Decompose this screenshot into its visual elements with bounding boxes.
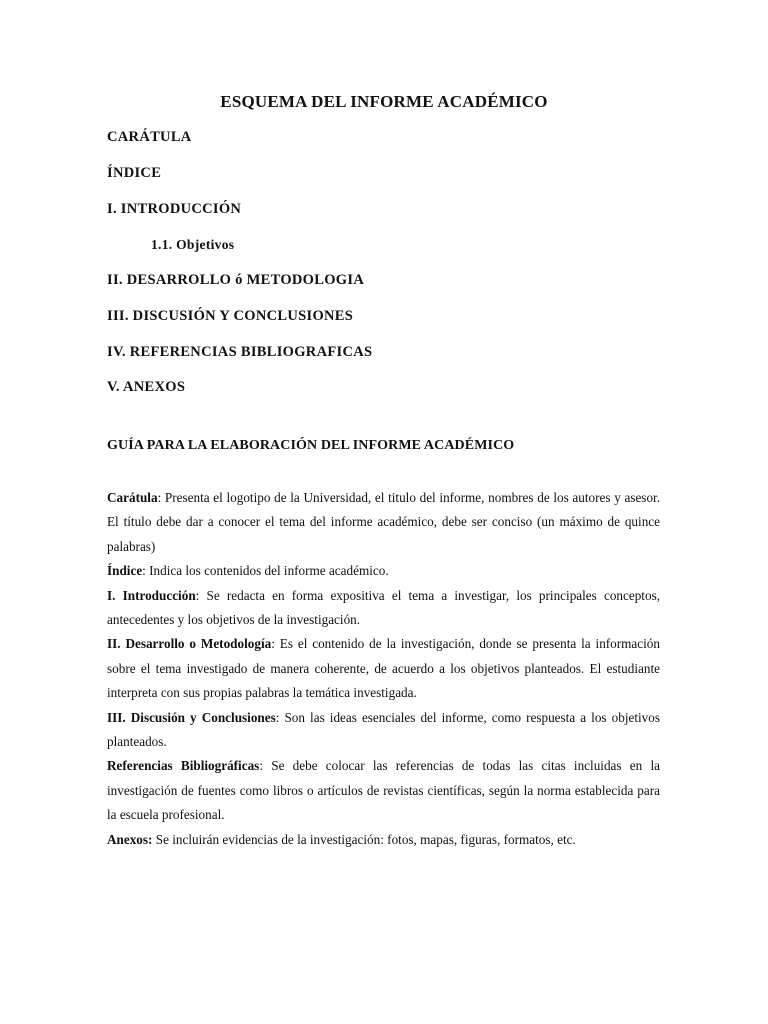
guide-separator: : <box>259 758 272 774</box>
guide-term: Anexos: <box>107 831 153 847</box>
guide-separator: : <box>142 563 150 579</box>
guide-paragraph-introduccion <box>107 584 660 633</box>
outline-item-desarrollo: II. DESARROLLO ó METODOLOGIA <box>107 272 365 288</box>
document-title: ESQUEMA DEL INFORME ACADÉMICO <box>220 92 548 111</box>
guide-term: I. Introducción <box>107 587 196 603</box>
guide-term: Referencias Bibliográficas <box>107 758 260 774</box>
guide-paragraph-caratula <box>107 486 660 559</box>
outline-item-discusion: III. DISCUSIÓN Y CONCLUSIONES <box>107 308 354 324</box>
guide-body <box>107 486 660 852</box>
guide-separator: : <box>275 709 285 725</box>
guide-text: Es el contenido de la investigación, donde se presenta la información sobre el tema investigado de manera coherente, de acuerdo a los objetivos planteados. El estudiante interpreta con sus propias palabras la temática investigada. <box>107 636 660 701</box>
guide-term: III. Discusión y Conclusiones <box>107 709 276 725</box>
guide-term: II. Desarrollo o Metodología <box>107 636 272 652</box>
guide-paragraph-anexos <box>107 828 660 852</box>
guide-text: Son las ideas esenciales del informe, como respuesta a los objetivos planteados. <box>107 709 660 750</box>
guide-text: Presenta el logotipo de la Universidad, el titulo del informe, nombres de los autores y asesor. El título debe dar a conocer el tema del informe académico, debe ser conciso (un máximo de quince palabras) <box>107 490 660 554</box>
outline-item-objetivos: 1.1. Objetivos <box>151 237 235 252</box>
guide-paragraph-discusion <box>107 706 660 755</box>
guide-paragraph-indice <box>107 559 660 583</box>
outline-item-caratula: CARÁTULA <box>107 129 192 145</box>
guide-separator: : <box>195 587 207 603</box>
guide-separator: : <box>157 490 165 505</box>
guide-term: Carátula <box>107 490 158 505</box>
guide-text: Se incluirán evidencias de la investigación: fotos, mapas, figuras, formatos, etc. <box>155 831 576 847</box>
outline-item-indice: ÍNDICE <box>107 165 162 181</box>
guide-separator: : <box>271 636 280 652</box>
outline-item-anexos: V. ANEXOS <box>107 379 186 395</box>
guide-text: Se debe colocar las referencias de todas las citas incluidas en la investigación de fuentes como libros o artículos de revistas científicas, según la norma establecida para la escuela profesional. <box>107 758 660 823</box>
guide-paragraph-referencias <box>107 754 660 827</box>
guide-paragraph-desarrollo <box>107 632 660 705</box>
guide-title: GUÍA PARA LA ELABORACIÓN DEL INFORME ACADÉMICO <box>107 438 515 453</box>
guide-text: Se redacta en forma expositiva el tema a investigar, los principales conceptos, antecedentes y los objetivos de la investigación. <box>107 587 660 628</box>
outline-item-referencias: IV. REFERENCIAS BIBLIOGRAFICAS <box>107 344 373 360</box>
guide-text: Indica los contenidos del informe académico. <box>149 563 389 579</box>
outline-item-introduccion: I. INTRODUCCIÓN <box>107 201 242 217</box>
guide-term: Índice <box>107 563 143 579</box>
